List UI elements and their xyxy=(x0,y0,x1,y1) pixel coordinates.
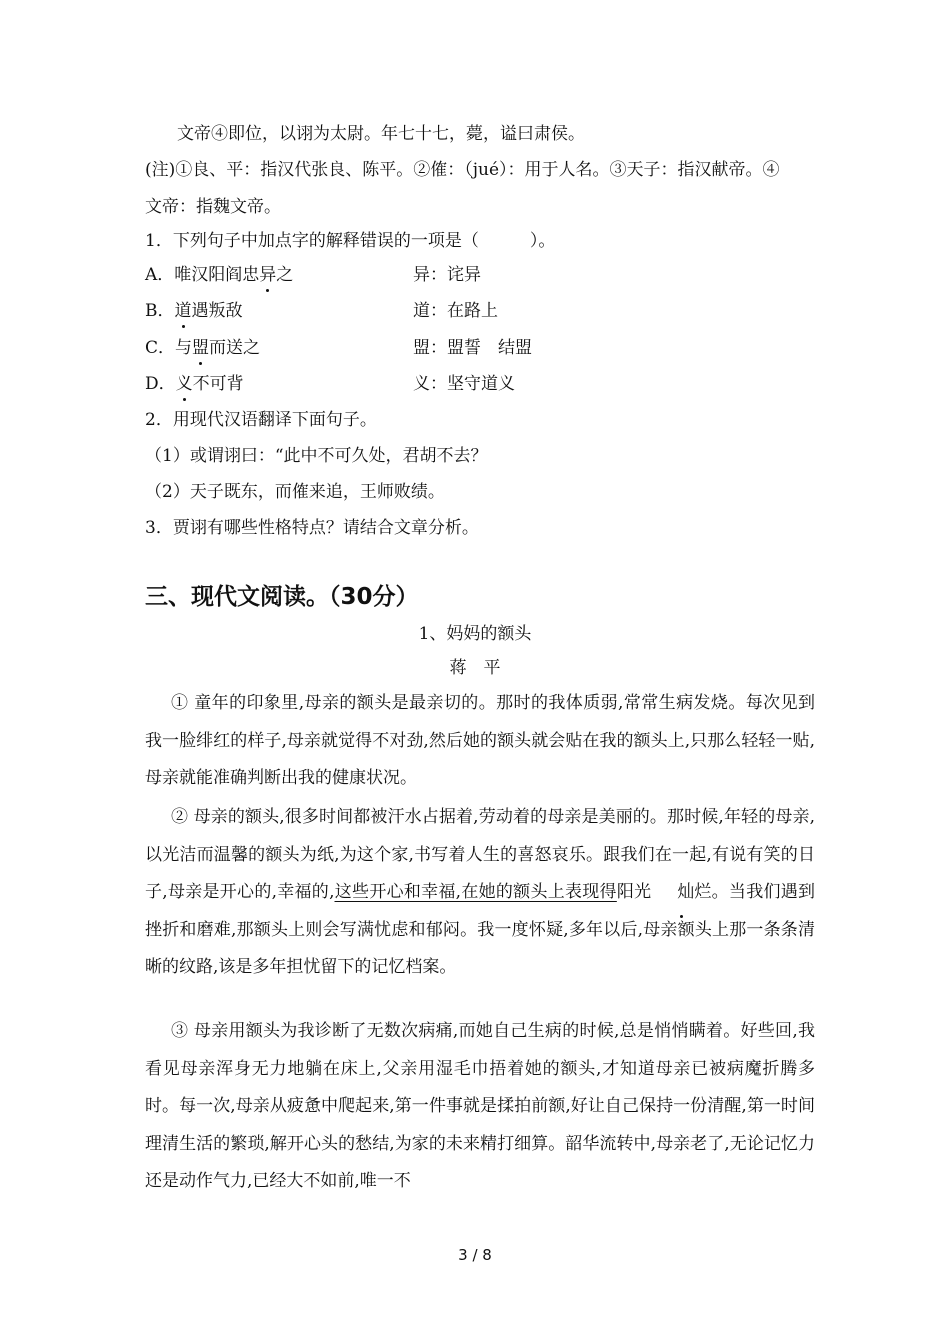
dotted-char: 异 xyxy=(259,265,277,285)
option-a: A．唯汉阳阎忠异之 xyxy=(145,265,294,285)
notes-line-2: 文帝：指魏文帝。 xyxy=(145,197,281,217)
option-c-definition: 盟：盟誓 结盟 xyxy=(413,338,532,358)
classical-last-line: 文帝④即位，以诩为太尉。年七十七，薨，谥曰肃侯。 xyxy=(177,124,585,144)
paragraph-3: ③ 母亲用额头为我诊断了无数次病痛,而她自己生病的时候,总是悄悄瞒着。好些回,我看见母亲浑身无力地躺在床上,父亲用湿毛巾捂着她的额头,才知道母亲已被病魔折腾多时。每一次,母亲从疲惫中爬起来,第一件事就是揉拍前额,好让自己保持一份清醒,第一时间理清生活的繁琐,解开心头的愁结,为家的未来精打细算。韶华流转中,母亲老了,无论记忆力还是动作气力,已经大不如前,唯一不 xyxy=(145,1021,815,1191)
option-a-definition: 异：诧异 xyxy=(413,265,481,285)
option-b: B．道遇叛敌 xyxy=(145,301,243,321)
option-c: C．与盟而送之 xyxy=(145,338,261,358)
article-author: 蒋 平 xyxy=(449,658,501,678)
paragraph-2: ② 母亲的额头,很多时间都被汗水占据着,劳动着的母亲是美丽的。那时候,年轻的母亲,以光洁而温馨的额头为纸,为这个家,书写着人生的喜怒哀乐。跟我们在一起,有说有笑的日子,母亲是开心的,幸福的,这些开心和幸福,在她的额头上表现得阳光 灿烂。当我们遇到挫折和磨难,那额头上则会写满忧虑和郁闷。我一度怀疑,多年以后,母亲额头上那一条条清晰的纹路,该是多年担忧留下的记忆档案。 xyxy=(145,807,816,977)
underlined-sentence: 这些开心和幸福,在她的额头上表现得 xyxy=(334,882,617,902)
section-heading: 三、现代文阅读。（30分） xyxy=(145,584,419,610)
question-3: 3．贾诩有哪些性格特点？请结合文章分析。 xyxy=(145,518,479,538)
option-d: D．义不可背 xyxy=(145,374,244,394)
notes-line-1: (注)①良、平：指汉代张良、陈平。②傕：（jué）：用于人名。③天子：指汉献帝。④ xyxy=(145,160,780,180)
question-2-1: （1）或谓诩曰：“此中不可久处，君胡不去？ xyxy=(145,446,488,466)
dotted-word: 灿烂 xyxy=(651,874,711,912)
dotted-char: 盟 xyxy=(192,338,210,358)
question-2: 2．用现代汉语翻译下面句子。 xyxy=(145,410,377,430)
dotted-char: 道 xyxy=(174,301,192,321)
option-d-definition: 义：坚守道义 xyxy=(413,374,515,394)
article-title: 1、妈妈的额头 xyxy=(418,624,532,644)
page-number: 3 / 8 xyxy=(458,1246,492,1264)
question-2-2: （2）天子既东，而傕来追，王师败绩。 xyxy=(145,482,445,502)
paragraph-1: ① 童年的印象里,母亲的额头是最亲切的。那时的我体质弱,常常生病发烧。每次见到我一脸绯红的样子,母亲就觉得不对劲,然后她的额头就会贴在我的额头上,只那么轻轻一贴,母亲就能准确判断出我的健康状况。 xyxy=(145,693,815,788)
dotted-char: 义 xyxy=(175,374,193,394)
option-b-definition: 道：在路上 xyxy=(413,301,498,321)
question-1: 1．下列句子中加点字的解释错误的一项是（ ）。 xyxy=(145,231,556,251)
